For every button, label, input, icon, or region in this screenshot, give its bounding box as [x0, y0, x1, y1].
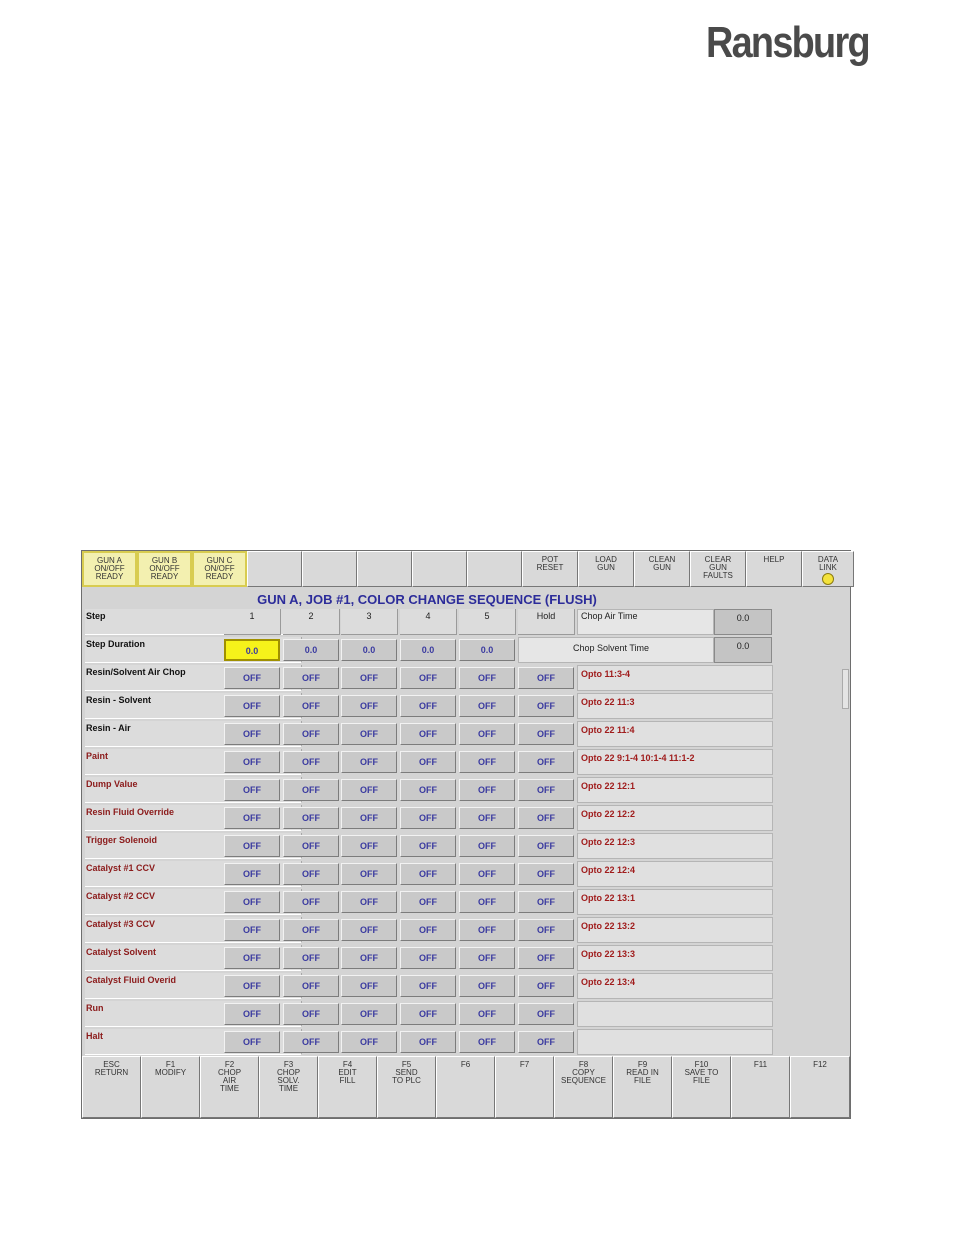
valve-toggle-button[interactable]: OFF [224, 779, 280, 801]
top-button-label: GUN B ON/OFF READY [149, 556, 180, 581]
valve-toggle-button[interactable]: OFF [224, 1003, 280, 1025]
valve-toggle-button[interactable]: OFF [283, 723, 339, 745]
valve-toggle-button[interactable]: OFF [518, 751, 574, 773]
valve-toggle-button[interactable]: OFF [341, 947, 397, 969]
valve-toggle-button[interactable]: OFF [459, 723, 515, 745]
function-key-f2[interactable] [200, 1056, 259, 1118]
valve-toggle-button[interactable]: OFF [224, 695, 280, 717]
top-button-label: LOAD GUN [595, 555, 617, 572]
step-duration-field-1[interactable]: 0.0 [224, 639, 280, 661]
valve-toggle-button[interactable]: OFF [341, 695, 397, 717]
valve-toggle-button[interactable]: OFF [341, 723, 397, 745]
opto-address: Opto 22 13:1 [577, 889, 773, 915]
function-key-label: F9 READ IN FILE [626, 1060, 659, 1085]
row-label: Resin - Solvent [85, 693, 302, 719]
step-duration-label: Step Duration [85, 637, 302, 663]
top-button-label: CLEAN GUN [648, 555, 676, 572]
function-key-label: F2 CHOP AIR TIME [217, 1060, 242, 1093]
opto-address: Opto 22 12:2 [577, 805, 773, 831]
valve-toggle-button[interactable]: OFF [400, 891, 456, 913]
valve-toggle-button[interactable]: OFF [400, 667, 456, 689]
valve-toggle-button[interactable]: OFF [459, 1031, 515, 1053]
valve-toggle-button[interactable]: OFF [224, 723, 280, 745]
valve-toggle-button[interactable]: OFF [518, 863, 574, 885]
valve-toggle-button[interactable]: OFF [518, 695, 574, 717]
valve-toggle-button[interactable]: OFF [459, 807, 515, 829]
top-button-14[interactable] [802, 551, 854, 587]
function-key-f12[interactable] [790, 1056, 850, 1118]
valve-toggle-button[interactable]: OFF [400, 835, 456, 857]
valve-toggle-button[interactable]: OFF [224, 975, 280, 997]
top-button-label: HELP [763, 555, 785, 564]
valve-toggle-button[interactable]: OFF [283, 863, 339, 885]
valve-toggle-button[interactable]: OFF [459, 695, 515, 717]
ransburg-logo: Ransburg [706, 18, 869, 67]
step-header-1: 1 [224, 609, 281, 635]
step-duration-field-2[interactable]: 0.0 [283, 639, 339, 661]
chop-air-time-field[interactable]: 0.0 [714, 609, 772, 635]
top-button-2[interactable] [137, 551, 192, 587]
top-button-3[interactable] [192, 551, 247, 587]
function-key-f3[interactable] [259, 1056, 318, 1118]
function-key-f1[interactable] [141, 1056, 200, 1118]
function-key-label: F12 [813, 1060, 827, 1069]
valve-toggle-button[interactable]: OFF [283, 947, 339, 969]
valve-toggle-button[interactable]: OFF [283, 695, 339, 717]
valve-toggle-button[interactable]: OFF [341, 891, 397, 913]
valve-toggle-button[interactable]: OFF [459, 863, 515, 885]
function-key-f7[interactable] [495, 1056, 554, 1118]
valve-toggle-button[interactable]: OFF [283, 779, 339, 801]
function-key-label: ESC RETURN [94, 1060, 129, 1077]
function-key-f8[interactable] [554, 1056, 613, 1118]
opto-address: Opto 22 12:4 [577, 861, 773, 887]
function-key-label: F10 SAVE TO FILE [684, 1060, 719, 1085]
row-label: Catalyst Fluid Overid [85, 973, 302, 999]
valve-toggle-button[interactable]: OFF [459, 835, 515, 857]
valve-toggle-button[interactable]: OFF [224, 919, 280, 941]
page-title: GUN A, JOB #1, COLOR CHANGE SEQUENCE (FLUSH) [257, 592, 597, 607]
top-button-5[interactable] [302, 551, 357, 587]
chop-air-time-label: Chop Air Time [577, 609, 714, 635]
data-link-led-icon [822, 573, 834, 585]
row-label: Catalyst Solvent [85, 945, 302, 971]
valve-toggle-button[interactable]: OFF [341, 975, 397, 997]
valve-toggle-button[interactable]: OFF [518, 835, 574, 857]
valve-toggle-button[interactable]: OFF [341, 751, 397, 773]
valve-toggle-button[interactable]: OFF [518, 947, 574, 969]
valve-toggle-button[interactable]: OFF [341, 1031, 397, 1053]
opto-address: Opto 22 13:2 [577, 917, 773, 943]
valve-toggle-button[interactable]: OFF [518, 779, 574, 801]
valve-toggle-button[interactable]: OFF [400, 779, 456, 801]
chop-solvent-time-label: Chop Solvent Time [518, 637, 714, 663]
row-label: Trigger Solenoid [85, 833, 302, 859]
row-label: Halt [85, 1029, 302, 1055]
function-key-label: F1 MODIFY [154, 1060, 187, 1077]
valve-toggle-button[interactable]: OFF [224, 835, 280, 857]
opto-address: Opto 22 12:3 [577, 833, 773, 859]
valve-toggle-button[interactable]: OFF [341, 807, 397, 829]
valve-toggle-button[interactable]: OFF [400, 919, 456, 941]
top-button-label: GUN A ON/OFF READY [94, 556, 125, 581]
valve-toggle-button[interactable]: OFF [341, 835, 397, 857]
valve-toggle-button[interactable]: OFF [283, 667, 339, 689]
valve-toggle-button[interactable]: OFF [400, 695, 456, 717]
valve-toggle-button[interactable]: OFF [400, 751, 456, 773]
step-header-hold: Hold [518, 609, 575, 635]
row-label: Catalyst #3 CCV [85, 917, 302, 943]
opto-address: Opto 22 12:1 [577, 777, 773, 803]
valve-toggle-button[interactable]: OFF [341, 863, 397, 885]
function-key-f4[interactable] [318, 1056, 377, 1118]
valve-toggle-button[interactable]: OFF [283, 807, 339, 829]
valve-toggle-button[interactable]: OFF [518, 891, 574, 913]
top-button-6[interactable] [357, 551, 412, 587]
valve-toggle-button[interactable]: OFF [224, 667, 280, 689]
top-button-label: DATA LINK [817, 555, 839, 572]
valve-toggle-button[interactable]: OFF [341, 919, 397, 941]
function-key-label: F4 EDIT FILL [338, 1060, 357, 1085]
valve-toggle-button[interactable]: OFF [224, 947, 280, 969]
row-label: Paint [85, 749, 302, 775]
function-key-f5[interactable] [377, 1056, 436, 1118]
top-button-12[interactable] [690, 551, 746, 587]
top-button-label: GUN C ON/OFF READY [204, 556, 235, 581]
function-key-label: F11 [753, 1060, 768, 1069]
function-key-label: F6 [460, 1060, 471, 1069]
valve-toggle-button[interactable]: OFF [341, 1003, 397, 1025]
valve-toggle-button[interactable]: OFF [283, 919, 339, 941]
row-label: Catalyst #2 CCV [85, 889, 302, 915]
top-button-10[interactable] [578, 551, 634, 587]
valve-toggle-button[interactable]: OFF [459, 947, 515, 969]
valve-toggle-button[interactable]: OFF [459, 919, 515, 941]
step-label: Step [85, 609, 302, 635]
valve-toggle-button[interactable]: OFF [283, 975, 339, 997]
valve-toggle-button[interactable]: OFF [459, 751, 515, 773]
valve-toggle-button[interactable]: OFF [224, 1031, 280, 1053]
row-label: Resin/Solvent Air Chop [85, 665, 302, 691]
function-key-bar [82, 1056, 850, 1118]
top-button-13[interactable] [746, 551, 802, 587]
valve-toggle-button[interactable]: OFF [518, 667, 574, 689]
function-key-esc[interactable] [82, 1056, 141, 1118]
step-header-5: 5 [459, 609, 516, 635]
function-key-f11[interactable] [731, 1056, 790, 1118]
valve-toggle-button[interactable]: OFF [518, 723, 574, 745]
valve-toggle-button[interactable]: OFF [400, 1003, 456, 1025]
valve-toggle-button[interactable]: OFF [400, 723, 456, 745]
valve-toggle-button[interactable]: OFF [400, 975, 456, 997]
row-label: Catalyst #1 CCV [85, 861, 302, 887]
opto-address: Opto 11:3-4 [577, 665, 773, 691]
hmi-screen [81, 550, 851, 1119]
step-header-2: 2 [283, 609, 340, 635]
step-duration-field-5[interactable]: 0.0 [459, 639, 515, 661]
top-button-8[interactable] [467, 551, 522, 587]
opto-address: Opto 22 13:4 [577, 973, 773, 999]
top-button-label: POT RESET [536, 555, 564, 572]
row-label: Dump Value [85, 777, 302, 803]
opto-address: Opto 22 11:3 [577, 693, 773, 719]
function-key-label: F7 [519, 1060, 530, 1069]
valve-toggle-button[interactable]: OFF [283, 751, 339, 773]
row-label: Resin Fluid Override [85, 805, 302, 831]
step-duration-field-3[interactable]: 0.0 [341, 639, 397, 661]
valve-toggle-button[interactable]: OFF [459, 891, 515, 913]
valve-toggle-button[interactable]: OFF [459, 1003, 515, 1025]
valve-toggle-button[interactable]: OFF [400, 947, 456, 969]
opto-address: Opto 22 9:1-4 10:1-4 11:1-2 [577, 749, 773, 775]
function-key-f6[interactable] [436, 1056, 495, 1118]
top-button-11[interactable] [634, 551, 690, 587]
valve-toggle-button[interactable]: OFF [459, 779, 515, 801]
valve-toggle-button[interactable]: OFF [283, 835, 339, 857]
chop-solvent-time-field[interactable]: 0.0 [714, 637, 772, 663]
top-button-9[interactable] [522, 551, 578, 587]
step-duration-field-4[interactable]: 0.0 [400, 639, 456, 661]
function-key-label: F5 SEND TO PLC [392, 1060, 421, 1085]
valve-toggle-button[interactable]: OFF [341, 779, 397, 801]
valve-toggle-button[interactable]: OFF [224, 751, 280, 773]
valve-toggle-button[interactable]: OFF [224, 891, 280, 913]
valve-toggle-button[interactable]: OFF [400, 1031, 456, 1053]
function-key-f10[interactable] [672, 1056, 731, 1118]
valve-toggle-button[interactable]: OFF [459, 975, 515, 997]
function-key-label: F8 COPY SEQUENCE [561, 1060, 606, 1085]
valve-toggle-button[interactable]: OFF [224, 807, 280, 829]
function-key-label: F3 CHOP SOLV. TIME [276, 1060, 301, 1093]
opto-address: Opto 22 13:3 [577, 945, 773, 971]
opto-address [577, 1001, 773, 1027]
row-label: Run [85, 1001, 302, 1027]
valve-toggle-button[interactable]: OFF [400, 863, 456, 885]
function-key-f9[interactable] [613, 1056, 672, 1118]
step-header-4: 4 [400, 609, 457, 635]
valve-toggle-button[interactable]: OFF [518, 1003, 574, 1025]
valve-toggle-button[interactable]: OFF [518, 919, 574, 941]
row-label: Resin - Air [85, 721, 302, 747]
scrollbar-thumb[interactable] [842, 669, 849, 709]
top-button-7[interactable] [412, 551, 467, 587]
opto-address [577, 1029, 773, 1055]
valve-toggle-button[interactable]: OFF [283, 1003, 339, 1025]
valve-toggle-button[interactable]: OFF [459, 667, 515, 689]
valve-toggle-button[interactable]: OFF [341, 667, 397, 689]
valve-toggle-button[interactable]: OFF [283, 1031, 339, 1053]
opto-address: Opto 22 11:4 [577, 721, 773, 747]
valve-toggle-button[interactable]: OFF [400, 807, 456, 829]
valve-toggle-button[interactable]: OFF [224, 863, 280, 885]
valve-toggle-button[interactable]: OFF [283, 891, 339, 913]
valve-toggle-button[interactable]: OFF [518, 807, 574, 829]
valve-toggle-button[interactable]: OFF [518, 975, 574, 997]
top-button-1[interactable] [82, 551, 137, 587]
step-header-3: 3 [341, 609, 398, 635]
top-button-label: CLEAR GUN FAULTS [703, 555, 733, 580]
valve-toggle-button[interactable]: OFF [518, 1031, 574, 1053]
top-button-4[interactable] [247, 551, 302, 587]
